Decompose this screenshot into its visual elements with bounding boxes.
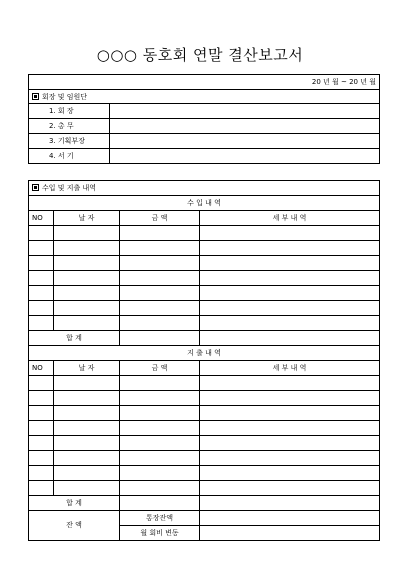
table-row — [29, 286, 380, 301]
role-president: 1. 회 장 — [29, 104, 110, 119]
col-no: NO — [29, 211, 54, 226]
officers-section-header — [29, 90, 380, 104]
col-date: 날 자 — [54, 211, 120, 226]
monthly-fee-change-label: 월 회비 변동 — [120, 526, 200, 541]
table-row — [29, 271, 380, 286]
expense-title: 지 출 내 역 — [29, 346, 380, 361]
table-row — [29, 466, 380, 481]
table-row — [29, 421, 380, 436]
expense-column-headers — [29, 361, 380, 376]
col-amount: 금 액 — [120, 361, 200, 376]
bank-balance-label: 통장잔액 — [120, 511, 200, 526]
col-amount: 금 액 — [120, 211, 200, 226]
table-row — [29, 226, 380, 241]
income-rows — [29, 226, 380, 331]
table-row — [29, 391, 380, 406]
table-row — [29, 316, 380, 331]
table-row — [29, 481, 380, 496]
table-row — [29, 301, 380, 316]
expense-total-label: 합 계 — [29, 496, 120, 511]
table-row — [29, 406, 380, 421]
officer-name-cell — [110, 149, 380, 164]
officer-name-cell — [110, 104, 380, 119]
table-row — [29, 256, 380, 271]
table-row — [29, 436, 380, 451]
income-column-headers — [29, 211, 380, 226]
expense-rows — [29, 376, 380, 496]
role-secretary: 4. 서 기 — [29, 149, 110, 164]
officer-name-cell — [110, 119, 380, 134]
officer-name-cell — [110, 134, 380, 149]
monthly-fee-change-value — [200, 526, 380, 541]
document-title: ○○○ 동호회 연말 결산보고서 — [96, 46, 304, 64]
role-planning-head: 3. 기획부장 — [29, 134, 110, 149]
finance-table — [28, 180, 380, 541]
officers-header-label: 회장 및 임원단 — [42, 92, 88, 101]
income-title: 수 입 내 역 — [29, 196, 380, 211]
officers-table — [28, 74, 380, 164]
finance-header-label: 수입 및 지출 내역 — [42, 184, 97, 192]
col-no: NO — [29, 361, 54, 376]
col-detail: 세 부 내 역 — [200, 211, 380, 226]
report-period: 20 년 월 ~ 20 년 월 — [29, 75, 380, 90]
expense-total-detail — [200, 496, 380, 511]
balance-label: 잔 액 — [29, 511, 120, 541]
table-row — [29, 376, 380, 391]
income-total-detail — [200, 331, 380, 346]
bank-balance-value — [200, 511, 380, 526]
table-row — [29, 451, 380, 466]
table-row — [29, 241, 380, 256]
section-bullet-icon — [32, 93, 39, 100]
col-date: 날 자 — [54, 361, 120, 376]
income-total-label: 합 계 — [29, 331, 120, 346]
role-general-affairs: 2. 총 무 — [29, 119, 110, 134]
section-bullet-icon — [32, 184, 39, 191]
col-detail: 세 부 내 역 — [200, 361, 380, 376]
finance-section-header — [29, 181, 380, 196]
expense-total-amount — [120, 496, 200, 511]
income-total-amount — [120, 331, 200, 346]
